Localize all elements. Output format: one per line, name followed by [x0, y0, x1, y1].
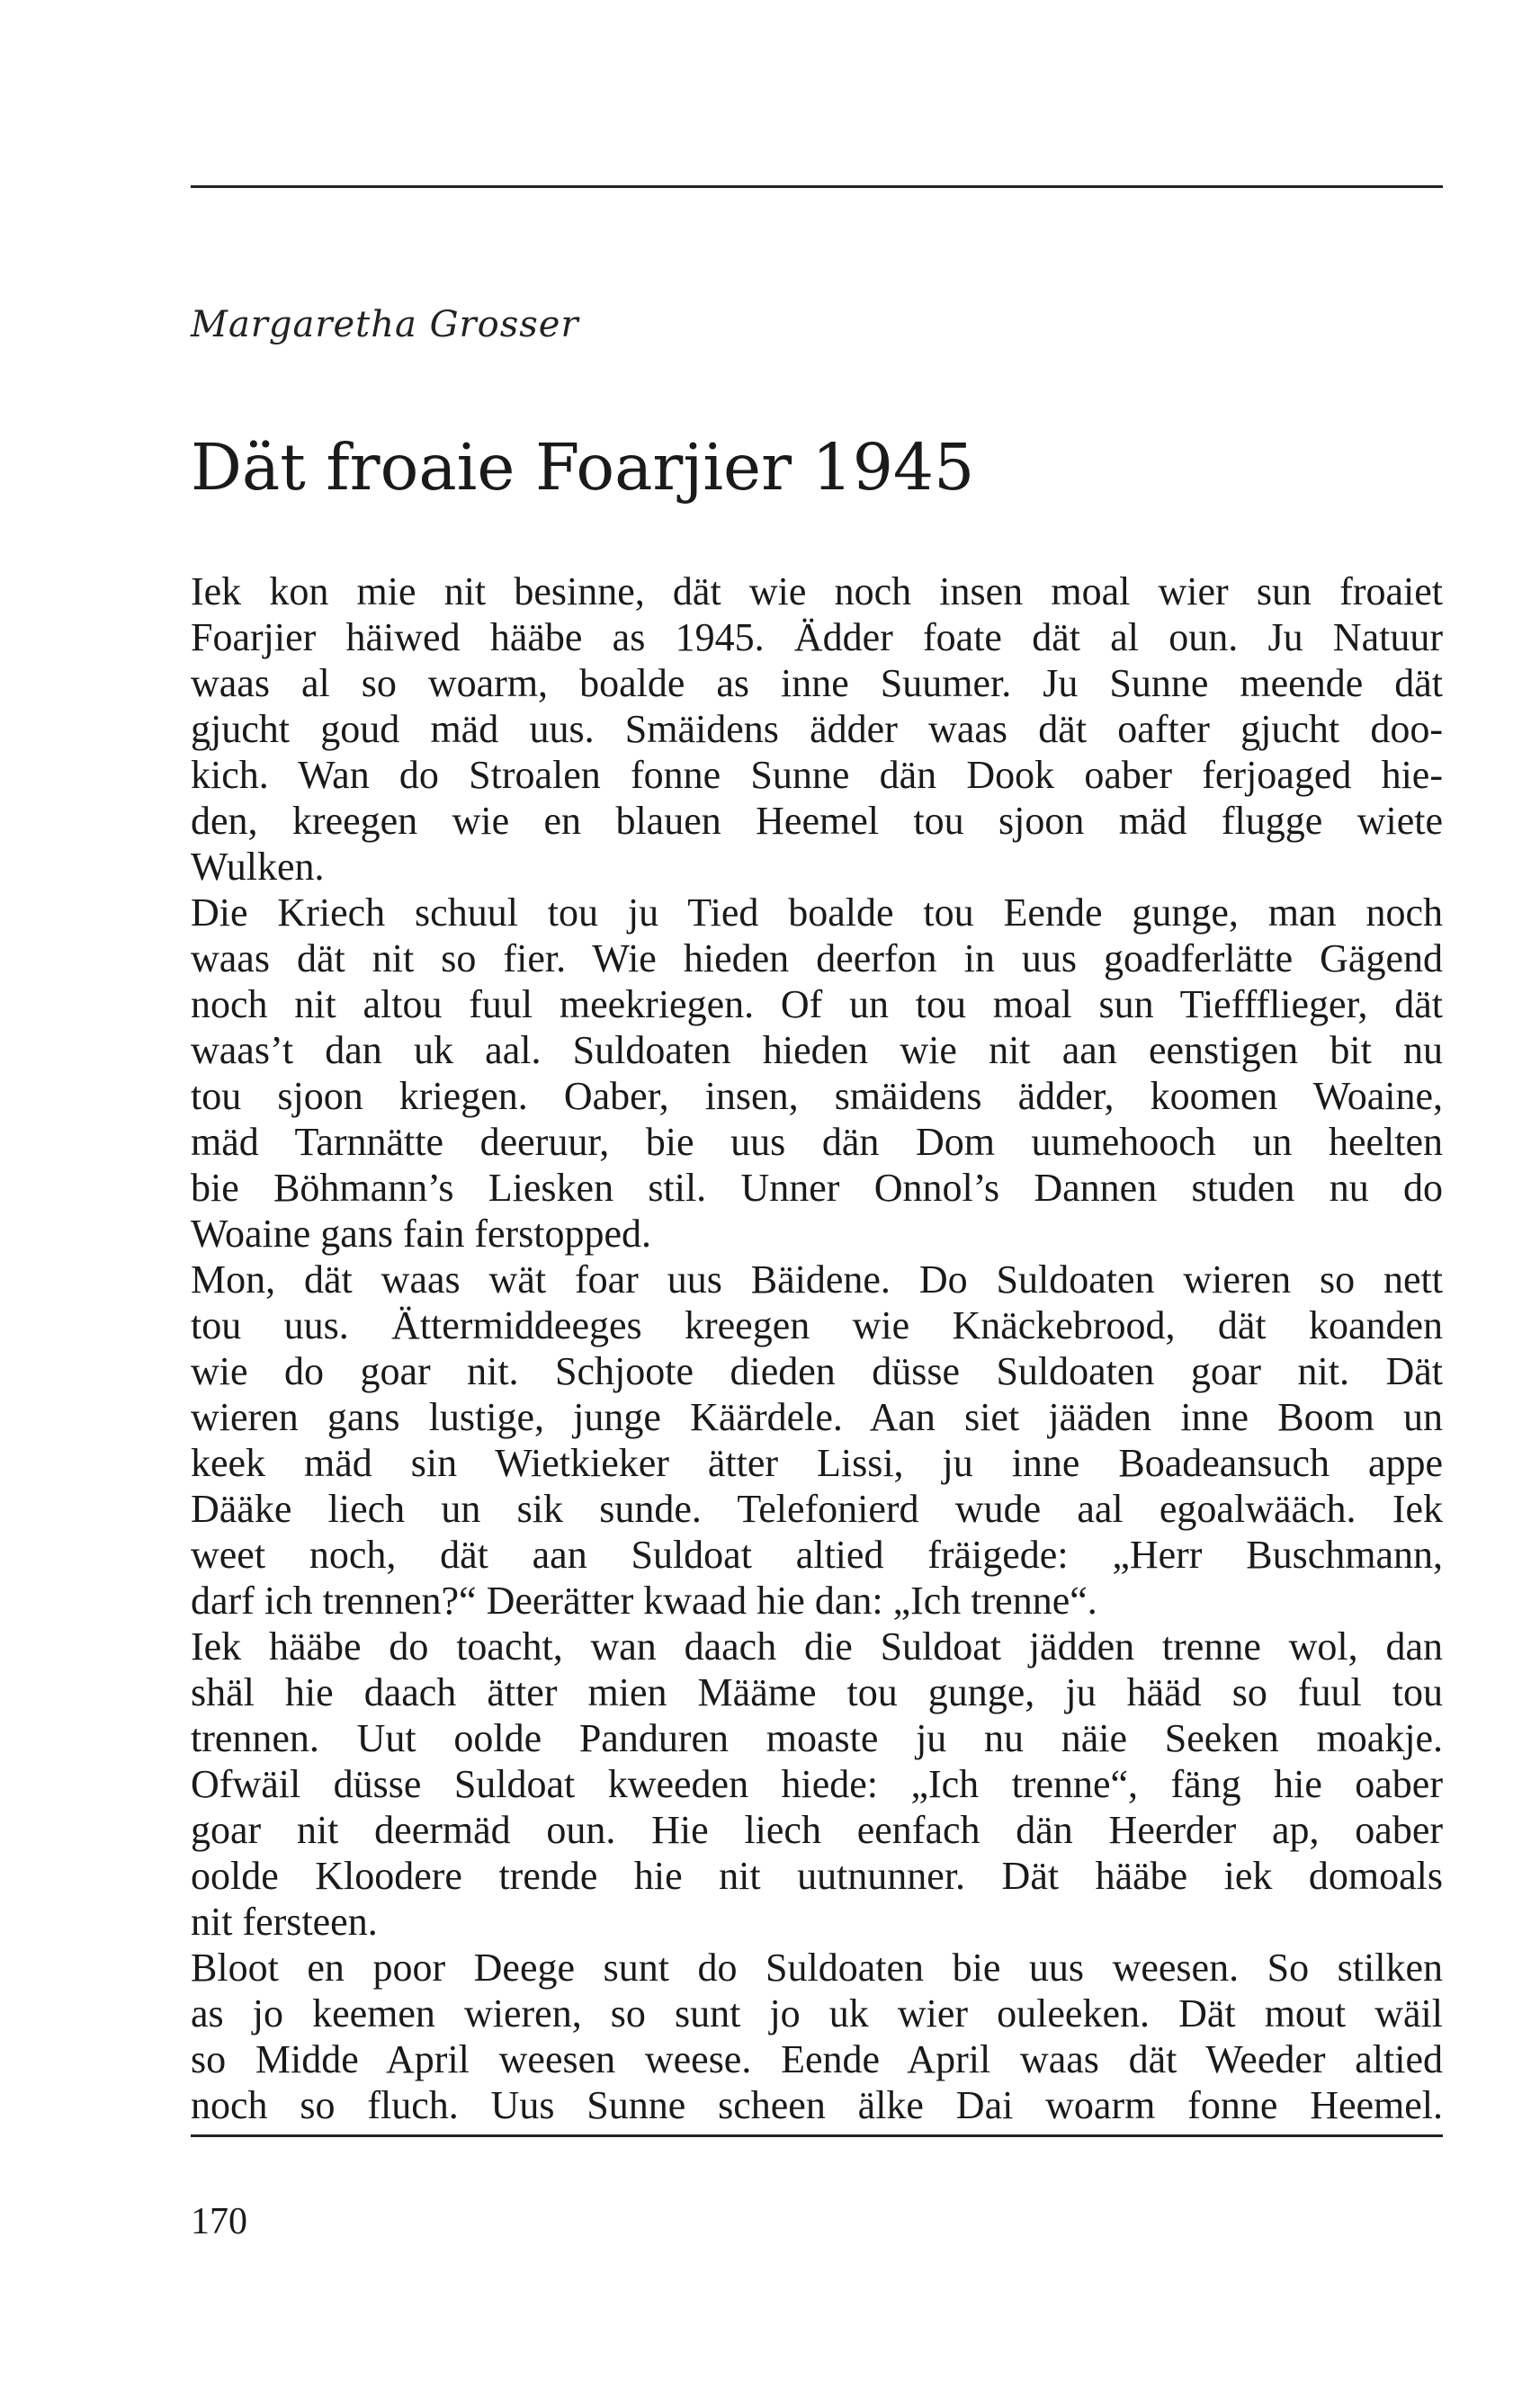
text-line: tou sjoon kriegen. Oaber, insen, smäidens ädder, koomen Woaine, — [191, 1074, 1443, 1118]
text-line: Ofwäil düsse Suldoat kweeden hiede: „Ich trenne“, fäng hie oaber — [191, 1762, 1443, 1806]
text-line: oolde Kloodere trende hie nit uutnunner. Dät hääbe iek domoals — [191, 1854, 1443, 1898]
text-line: waas dät nit so fier. Wie hieden deerfon in uus goadferlätte Gägend — [191, 936, 1443, 980]
text-line: waas al so woarm, boalde as inne Suumer. Ju Sunne meende dät — [191, 661, 1443, 705]
text-line: so Midde April weesen weese. Eende April waas dät Weeder altied — [191, 2037, 1443, 2081]
text-line: Mon, dät waas wät foar uus Bäidene. Do Suldoaten wieren so nett — [191, 1257, 1443, 1302]
author-name: Margaretha Grosser — [191, 304, 579, 345]
text-line: Foarjier häiwed hääbe as 1945. Ädder foate dät al oun. Ju Natuur — [191, 615, 1443, 659]
text-line: gjucht goud mäd uus. Smäidens ädder waas dät oafter gjucht doo- — [191, 707, 1443, 751]
text-line: darf ich trennen?“ Deerätter kwaad hie dan: „Ich trenne“. — [191, 1579, 1097, 1623]
text-line: goar nit deermäd oun. Hie liech eenfach dän Heerder ap, oaber — [191, 1808, 1443, 1852]
bottom-rule — [191, 2134, 1443, 2137]
text-line: nit fersteen. — [191, 1900, 378, 1944]
text-line: Woaine gans fain ferstopped. — [191, 1212, 652, 1256]
text-line: mäd Tarnnätte deeruur, bie uus dän Dom uumehooch un heelten — [191, 1120, 1443, 1164]
page-number: 170 — [191, 2201, 247, 2242]
text-line: trennen. Uut oolde Panduren moaste ju nu näie Seeken moakje. — [191, 1716, 1443, 1760]
text-line: Dääke liech un sik sunde. Telefonierd wude aal egoalwääch. Iek — [191, 1487, 1443, 1531]
text-line: shäl hie daach ätter mien Määme tou gunge, ju hääd so fuul tou — [191, 1670, 1443, 1714]
text-line: Iek kon mie nit besinne, dät wie noch insen moal wier sun froaiet — [191, 569, 1443, 613]
text-line: weet noch, dät aan Suldoat altied fräigede: „Herr Buschmann, — [191, 1533, 1443, 1577]
text-line: waas’t dan uk aal. Suldoaten hieden wie nit aan eenstigen bit nu — [191, 1028, 1443, 1072]
page-title: Dät froaie Foarjier 1945 — [191, 430, 975, 505]
text-line: tou uus. Ättermiddeeges kreegen wie Knäckebrood, dät koanden — [191, 1303, 1443, 1347]
text-line: Wulken. — [191, 845, 325, 889]
top-rule — [191, 185, 1443, 188]
text-line: wieren gans lustige, junge Käärdele. Aan siet jääden inne Boom un — [191, 1395, 1443, 1439]
body-text — [191, 568, 1443, 2128]
text-line: as jo keemen wieren, so sunt jo uk wier ouleeken. Dät mout wäil — [191, 1991, 1443, 2036]
text-line: noch nit altou fuul meekriegen. Of un tou moal sun Tieffflieger, dät — [191, 982, 1443, 1026]
text-line: Iek hääbe do toacht, wan daach die Suldoat jädden trenne wol, dan — [191, 1624, 1443, 1669]
text-line: Bloot en poor Deege sunt do Suldoaten bie uus weesen. So stilken — [191, 1946, 1443, 1990]
text-line: bie Böhmann’s Liesken stil. Unner Onnol’s Dannen studen nu do — [191, 1166, 1443, 1210]
text-line: kich. Wan do Stroalen fonne Sunne dän Dook oaber ferjoaged hie- — [191, 753, 1443, 797]
text-line: noch so fluch. Uus Sunne scheen älke Dai woarm fonne Heemel. — [191, 2083, 1443, 2127]
text-line: den, kreegen wie en blauen Heemel tou sjoon mäd flugge wiete — [191, 799, 1443, 843]
text-line: wie do goar nit. Schjoote dieden düsse Suldoaten goar nit. Dät — [191, 1349, 1443, 1393]
text-line: keek mäd sin Wietkieker ätter Lissi, ju inne Boadeansuch appe — [191, 1441, 1443, 1485]
text-line: Die Kriech schuul tou ju Tied boalde tou Eende gunge, man noch — [191, 890, 1443, 935]
